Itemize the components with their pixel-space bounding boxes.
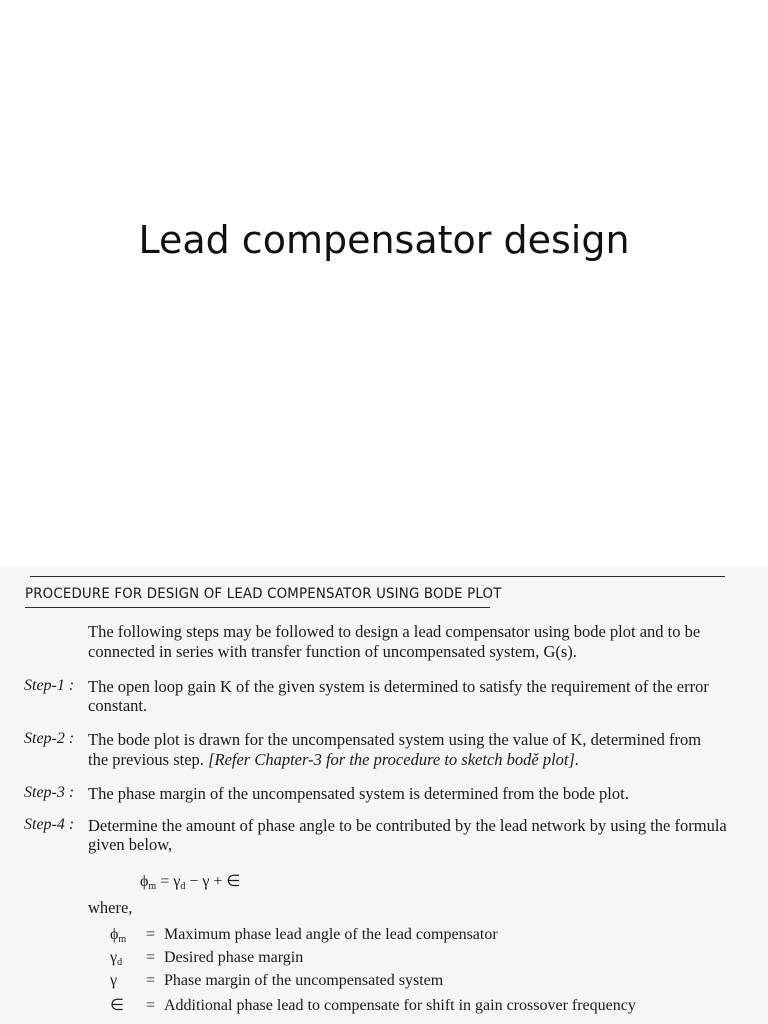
phase-lead-formula bbox=[140, 871, 240, 892]
step-2-label: Step-2 : bbox=[24, 730, 75, 747]
step-2-reference: [Refer Chapter-3 for the procedure to sketch bodě plot]. bbox=[208, 750, 580, 769]
definition-symbol bbox=[110, 949, 146, 968]
where-label: where, bbox=[88, 898, 133, 917]
procedure-heading: PROCEDURE FOR DESIGN OF LEAD COMPENSATOR USING BODE PLOT bbox=[25, 586, 502, 602]
definition-symbol-main: ∈ bbox=[110, 997, 124, 1014]
definition-symbol-main: ϕ bbox=[110, 926, 119, 943]
step-4-label: Step-4 : bbox=[24, 816, 75, 833]
step-1-line-2: constant. bbox=[88, 696, 148, 715]
intro-line-1: The following steps may be followed to design a lead compensator using bode plot and to be bbox=[88, 622, 701, 641]
step-4-line-1: Determine the amount of phase angle to be contributed by the lead network by using the formula bbox=[88, 816, 727, 835]
definition-equals: = bbox=[146, 997, 156, 1014]
step-1-line-1: The open loop gain K of the given system is determined to satisfy the requirement of the error bbox=[88, 677, 709, 696]
definition-row bbox=[110, 995, 636, 1016]
definition-equals: = bbox=[146, 926, 156, 943]
heading-underline bbox=[25, 607, 490, 608]
definition-text: Maximum phase lead angle of the lead compensator bbox=[164, 926, 498, 943]
definition-symbol bbox=[110, 926, 146, 945]
formula-rest: − γ + ∈ bbox=[185, 873, 241, 890]
definition-text: Additional phase lead to compensate for shift in gain crossover frequency bbox=[164, 997, 636, 1014]
definition-text: Phase margin of the uncompensated system bbox=[164, 972, 444, 989]
step-2-line-1: The bode plot is drawn for the uncompensated system using the value of K, determined from bbox=[88, 730, 702, 749]
step-1-label: Step-1 : bbox=[24, 677, 75, 694]
definition-symbol-sub: d bbox=[117, 957, 123, 968]
definition-symbol-main: γ bbox=[110, 949, 118, 966]
formula-gamma-sub: d bbox=[180, 881, 186, 892]
step-2-line-2 bbox=[88, 750, 579, 769]
formula-phi-sub: m bbox=[148, 881, 157, 892]
definition-equals: = bbox=[146, 972, 156, 989]
step-3-line-1: The phase margin of the uncompensated system is determined from the bode plot. bbox=[88, 784, 629, 803]
definition-symbol bbox=[110, 995, 146, 1016]
definition-row bbox=[110, 972, 443, 991]
definition-row bbox=[110, 949, 303, 968]
step-4-line-2: given below, bbox=[88, 835, 173, 854]
formula-gamma: γ bbox=[173, 873, 181, 890]
formula-phi: ϕ bbox=[140, 873, 149, 890]
step-2-line-2-text: the previous step. bbox=[88, 750, 209, 769]
definition-symbol-main: γ bbox=[110, 972, 118, 989]
slide-title: Lead compensator design bbox=[138, 218, 630, 262]
formula-eq: = bbox=[156, 873, 174, 890]
definition-symbol-sub: m bbox=[118, 934, 127, 945]
definition-row bbox=[110, 926, 498, 945]
top-rule bbox=[30, 576, 725, 577]
step-3-label: Step-3 : bbox=[24, 784, 75, 801]
definition-symbol bbox=[110, 972, 146, 991]
definition-text: Desired phase margin bbox=[164, 949, 304, 966]
intro-line-2: connected in series with transfer function of uncompensated system, G(s). bbox=[88, 642, 577, 661]
scanned-textbook-excerpt bbox=[0, 566, 768, 1024]
definition-equals: = bbox=[146, 949, 156, 966]
